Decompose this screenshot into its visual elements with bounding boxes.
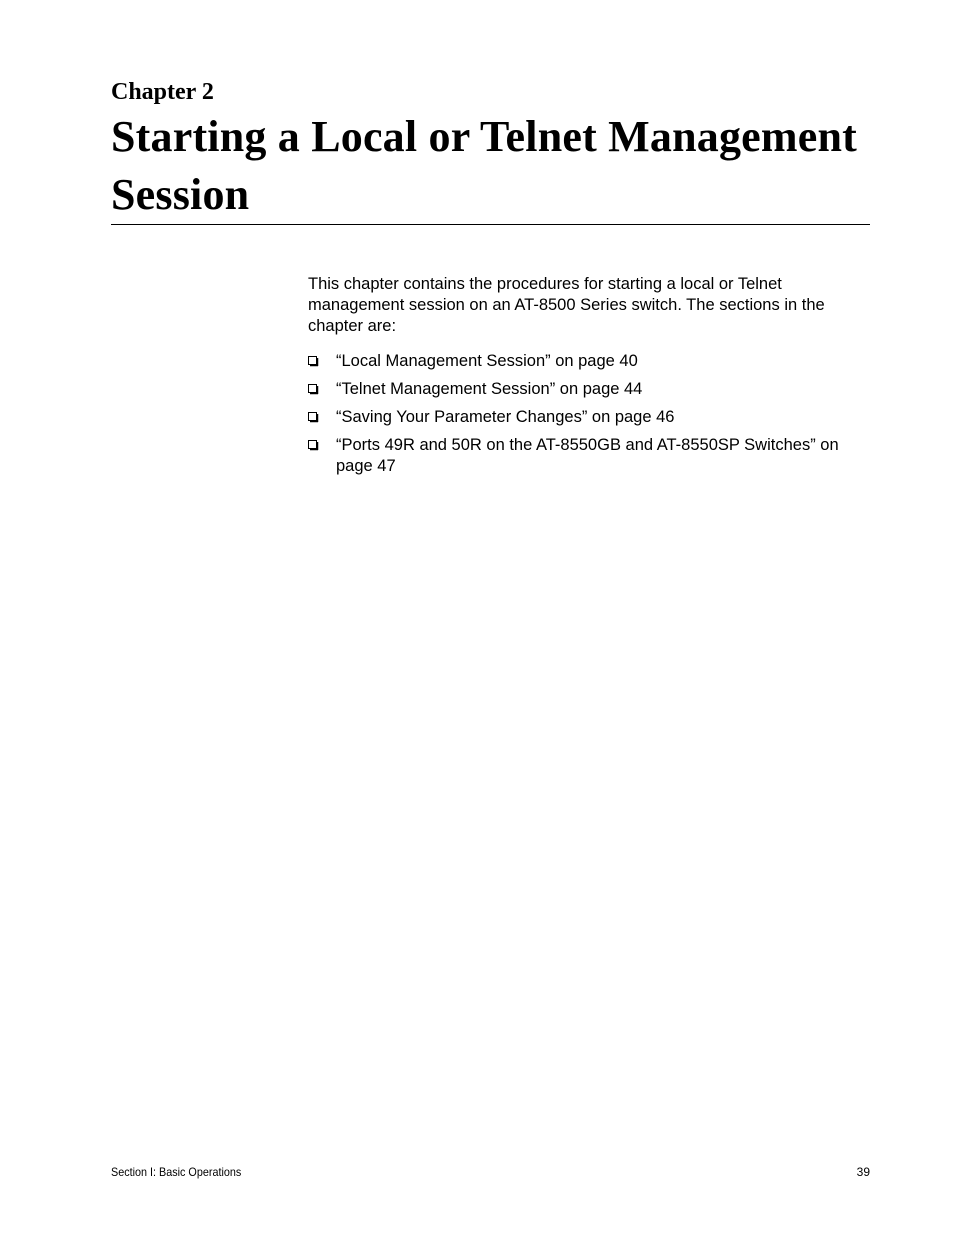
square-bullet-icon — [308, 412, 319, 423]
section-link-saving-changes[interactable]: “Saving Your Parameter Changes” on page 46 — [336, 408, 675, 426]
chapter-title: Starting a Local or Telnet Management Session — [111, 112, 857, 219]
chapter-body — [308, 274, 870, 484]
list-item — [308, 351, 870, 372]
list-item — [308, 379, 870, 400]
section-link-telnet-management[interactable]: “Telnet Management Session” on page 44 — [336, 380, 643, 398]
section-list — [308, 351, 870, 477]
section-link-local-management[interactable]: “Local Management Session” on page 40 — [336, 352, 638, 370]
footer-page-number: 39 — [856, 1165, 870, 1179]
chapter-label: Chapter 2 — [111, 79, 214, 105]
square-bullet-icon — [308, 384, 319, 395]
section-link-ports-49r-50r[interactable]: “Ports 49R and 50R on the AT-8550GB and AT-8550SP Switches” on page 47 — [336, 436, 839, 475]
square-bullet-icon — [308, 440, 319, 451]
intro-paragraph: This chapter contains the procedures for starting a local or Telnet management session on an AT-8500 Series switch. The sections in the chapter are: — [308, 275, 825, 335]
list-item — [308, 435, 870, 477]
title-divider — [111, 224, 870, 225]
square-bullet-icon — [308, 356, 319, 367]
list-item — [308, 407, 870, 428]
footer-section-title: Section I: Basic Operations — [111, 1165, 242, 1179]
